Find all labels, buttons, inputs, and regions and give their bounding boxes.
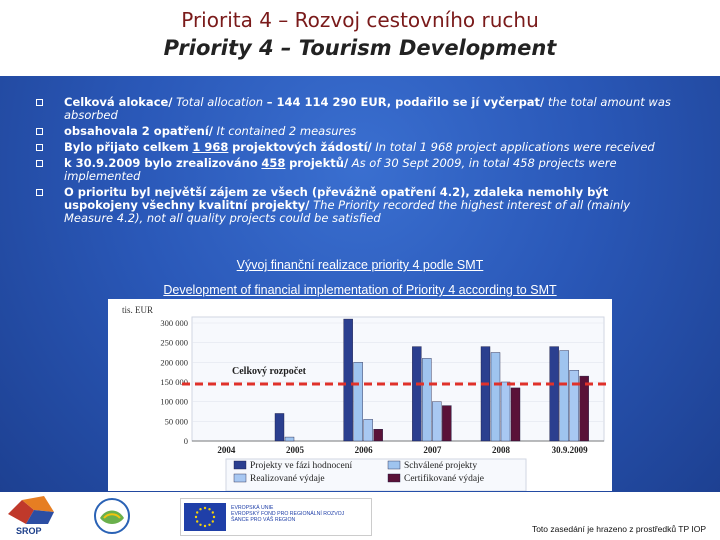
implemented-cz-pre: k 30.9.2009 bylo zrealizováno [64,156,258,170]
bullet-measures [36,125,676,138]
applications-en: In total 1 968 project applications were received [375,140,655,154]
legend-label-series-1: Projekty ve fázi hodnocení [250,461,353,471]
eu-star-icon [212,520,214,522]
bar-2006-series-2 [354,362,363,441]
bar-30.9.2009-series-4 [580,376,589,441]
x-tick-label: 2006 [354,445,373,455]
slide-title-en: Priority 4 – Tourism Development [163,36,557,60]
bar-2007-series-2 [422,358,431,441]
eu-star-icon [204,525,206,527]
bullet-square-icon [36,99,43,106]
legend-swatch-series-2 [388,461,400,469]
applications-cz-post: projektových žádostí/ [232,140,372,154]
allocation-en-tail: the total amount was absorbed [64,95,671,122]
eu-star-icon [212,511,214,513]
eu-star-icon [213,516,215,518]
x-tick-label: 2005 [286,445,304,455]
ministry-logo-icon [78,496,148,538]
bar-2007-series-4 [442,406,451,441]
interest-en: The Priority recorded the highest interest of all (mainly Measure 4.2), not all quality projects could be satisfied [64,198,631,225]
interest-cz: O prioritu byl největší zájem ze všech (převážně opatření 4.2), zdaleka nemohly být uspokojeny všechny kvalitní projekty/ [64,185,609,212]
slide-title-cz: Priorita 4 – Rozvoj cestovního ruchu [181,8,539,32]
bar-30.9.2009-series-3 [570,370,579,441]
bullet-square-icon [36,189,43,196]
bullet-square-icon [36,128,43,135]
bar-2006-series-4 [374,429,383,441]
x-tick-label: 30.9.2009 [551,445,588,455]
budget-line-label: Celkový rozpočet [232,365,306,377]
eu-star-icon [199,508,201,510]
y-tick-label: 100 000 [160,396,188,407]
allocation-en: Total allocation [176,95,264,109]
eu-star-icon [196,520,198,522]
x-tick-label: 2008 [492,445,510,455]
eu-logo-box [180,498,372,536]
bar-2005-series-1 [275,413,284,441]
applications-count: 1 968 [192,140,229,154]
bullet-allocation [36,96,676,122]
legend-swatch-series-3 [234,474,246,482]
y-tick-label: 0 [183,436,188,446]
x-tick-label: 2007 [423,445,442,455]
implemented-en: As of 30 Sept 2009, in total 458 projects were implemented [64,156,617,183]
legend-label-series-2: Schválené projekty [404,461,478,471]
implemented-cz-post: projektů/ [289,156,349,170]
y-tick-label: 300 000 [160,318,188,328]
bar-2008-series-3 [501,382,510,441]
measures-cz: obsahovala 2 opatření/ [64,124,213,138]
bar-2008-series-1 [481,347,490,441]
chart-container [108,299,612,491]
bullet-square-icon [36,160,43,167]
bar-2007-series-3 [432,402,441,441]
bullet-interest [36,186,676,225]
bullet-implemented [36,157,676,183]
bar-2007-series-1 [412,347,421,441]
bar-2006-series-1 [344,319,353,441]
allocation-cz: Celková alokace/ [64,95,173,109]
legend-swatch-series-1 [234,461,246,469]
eu-star-icon [199,524,201,526]
eu-label: EVROPSKÁ UNIE EVROPSKÝ FOND PRO REGIONÁLNÍ ROZVOJ ŠANCE PRO VÁŠ REGION [231,505,345,524]
measures-en: It contained 2 measures [216,124,357,138]
eu-star-icon [208,524,210,526]
chart-caption-en: Development of financial implementation of Priority 4 according to SMT [163,283,557,297]
applications-cz-pre: Bylo přijato celkem [64,140,189,154]
implemented-count: 458 [261,156,286,170]
legend-label-series-3: Realizované výdaje [250,474,325,484]
bar-2008-series-2 [491,353,500,442]
plot-area [192,317,604,441]
y-tick-label: 200 000 [160,357,188,368]
y-tick-label: 250 000 [160,337,188,348]
legend-label-series-4: Certifikované výdaje [404,474,484,484]
unit-label: tis. EUR [122,305,154,315]
srop-label: SROP [16,526,42,536]
bar-2006-series-3 [364,419,373,441]
y-tick-label: 150 000 [160,377,188,387]
y-tick-label: 50 000 [164,416,188,427]
eu-star-icon [204,507,206,509]
eu-star-icon [195,516,197,518]
allocation-value: – 144 114 290 EUR, podařilo se jí vyčerpat/ [266,95,545,109]
chart-caption-cz: Vývoj finanční realizace priority 4 podle SMT [236,258,484,272]
eu-star-icon [196,511,198,513]
title-band [0,0,720,76]
x-tick-label: 2004 [217,445,236,455]
bar-2005-series-2 [285,437,294,441]
eu-star-icon [208,508,210,510]
bullet-list [36,96,676,228]
bullet-square-icon [36,144,43,151]
eu-flag-icon [184,503,226,531]
bullet-applications [36,141,676,154]
legend-swatch-series-4 [388,474,400,482]
financial-chart [108,299,612,491]
bar-30.9.2009-series-1 [550,347,559,441]
bar-30.9.2009-series-2 [560,351,569,441]
bar-2008-series-4 [511,388,520,441]
funding-note: Toto zasedání je hrazeno z prostředků TP IOP [531,524,706,534]
